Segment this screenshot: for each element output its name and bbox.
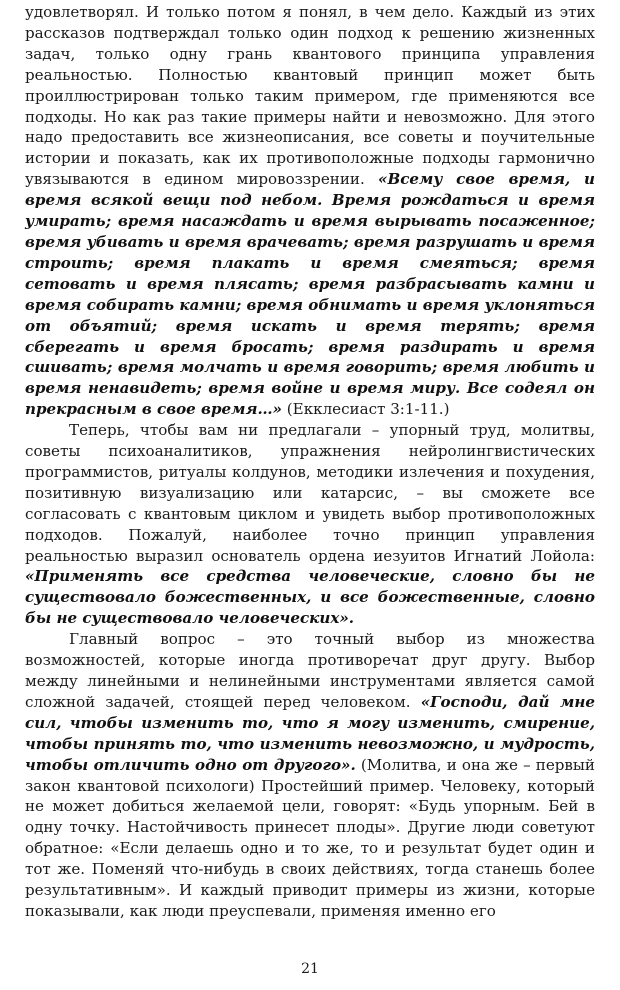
paragraph-3 <box>25 629 595 922</box>
page-text <box>25 2 595 952</box>
ecclesiastes-citation: (Екклесиаст 3:1-11.) <box>282 400 450 419</box>
paragraph-1-text: удовлетворял. И только потом я понял, в чем дело. Каждый из этих рассказов подтверждал только один подход к решению жизненных задач, только одну грань квантового принципа управления реальностью. Полностью квантовый принцип может быть проиллюстрирован только таким примером, где применяются все подходы. Но как раз такие примеры найти и невозможно. Для этого надо предоставить все жизнеописания, все советы и поучительные истории и показать, как их противоположные подходы гармонично увязываются в едином мировоззрении. <box>25 3 595 189</box>
ecclesiastes-quote: «Всему свое время, и время всякой вещи под небом. Время рождаться и время умирать; время насаждать и время вырывать посаженное; время убивать и время врачевать; время разрушать и время строить; время плакать и время смеяться; время сетовать и время плясать; время разбрасывать камни и время собирать камни; время обнимать и время уклоняться от объятий; время искать и время терять; время сберегать и время бросать; время раздирать и время сшивать; время молчать и время говорить; время любить и время ненавидеть; время войне и время миру. Все содеял он прекрасным в свое время…» <box>25 170 595 419</box>
paragraph-2 <box>25 420 595 629</box>
paragraph-3-continuation: (Молитва, и она же – первый закон квантовой психологи) Простейший пример. Человеку, который не может добиться желаемой цели, говорят: «Будь упорным. Бей в одну точку. Настойчивость принесет плоды». Другие люди советуют обратное: «Если делаешь одно и то же, то и результат будет один и тот же. Поменяй что-нибудь в своих действиях, тогда станешь более результативным». И каждый приводит примеры из жизни, которые показывали, как люди преуспевали, применяя именно его <box>25 755 595 920</box>
serenity-prayer-quote: «Господи, дай мне сил, чтобы изменить то, что я могу изменить, смирение, чтобы принять то, что изменить невозможно, и мудрость, чтобы отличить одно от другого». <box>25 692 595 774</box>
loyola-quote: «Применять все средства человеческие, словно бы не существовало божественных, и все божественные, словно бы не существовало человеческих». <box>25 567 595 628</box>
page-number: 21 <box>301 961 319 977</box>
paragraph-1 <box>25 2 595 420</box>
paragraph-2-text: Теперь, чтобы вам ни предлагали – упорный труд, молитвы, советы психоаналитиков, упражнения нейролингвистических программистов, ритуалы колдунов, методики излечения и похудения, позитивную визуализацию или катарсис, – вы сможете все согласовать с квантовым циклом и увидеть выбор противоположных подходов. Пожалуй, наиболее точно принцип управления реальностью выразил основатель ордена иезуитов Игнатий Лойола: <box>25 421 595 565</box>
paragraph-3-text: Главный вопрос – это точный выбор из множества возможностей, которые иногда противоречат друг другу. Выбор между линейными и нелинейными инструментами является самой сложной задачей, стоящей перед человеком. <box>25 630 595 711</box>
